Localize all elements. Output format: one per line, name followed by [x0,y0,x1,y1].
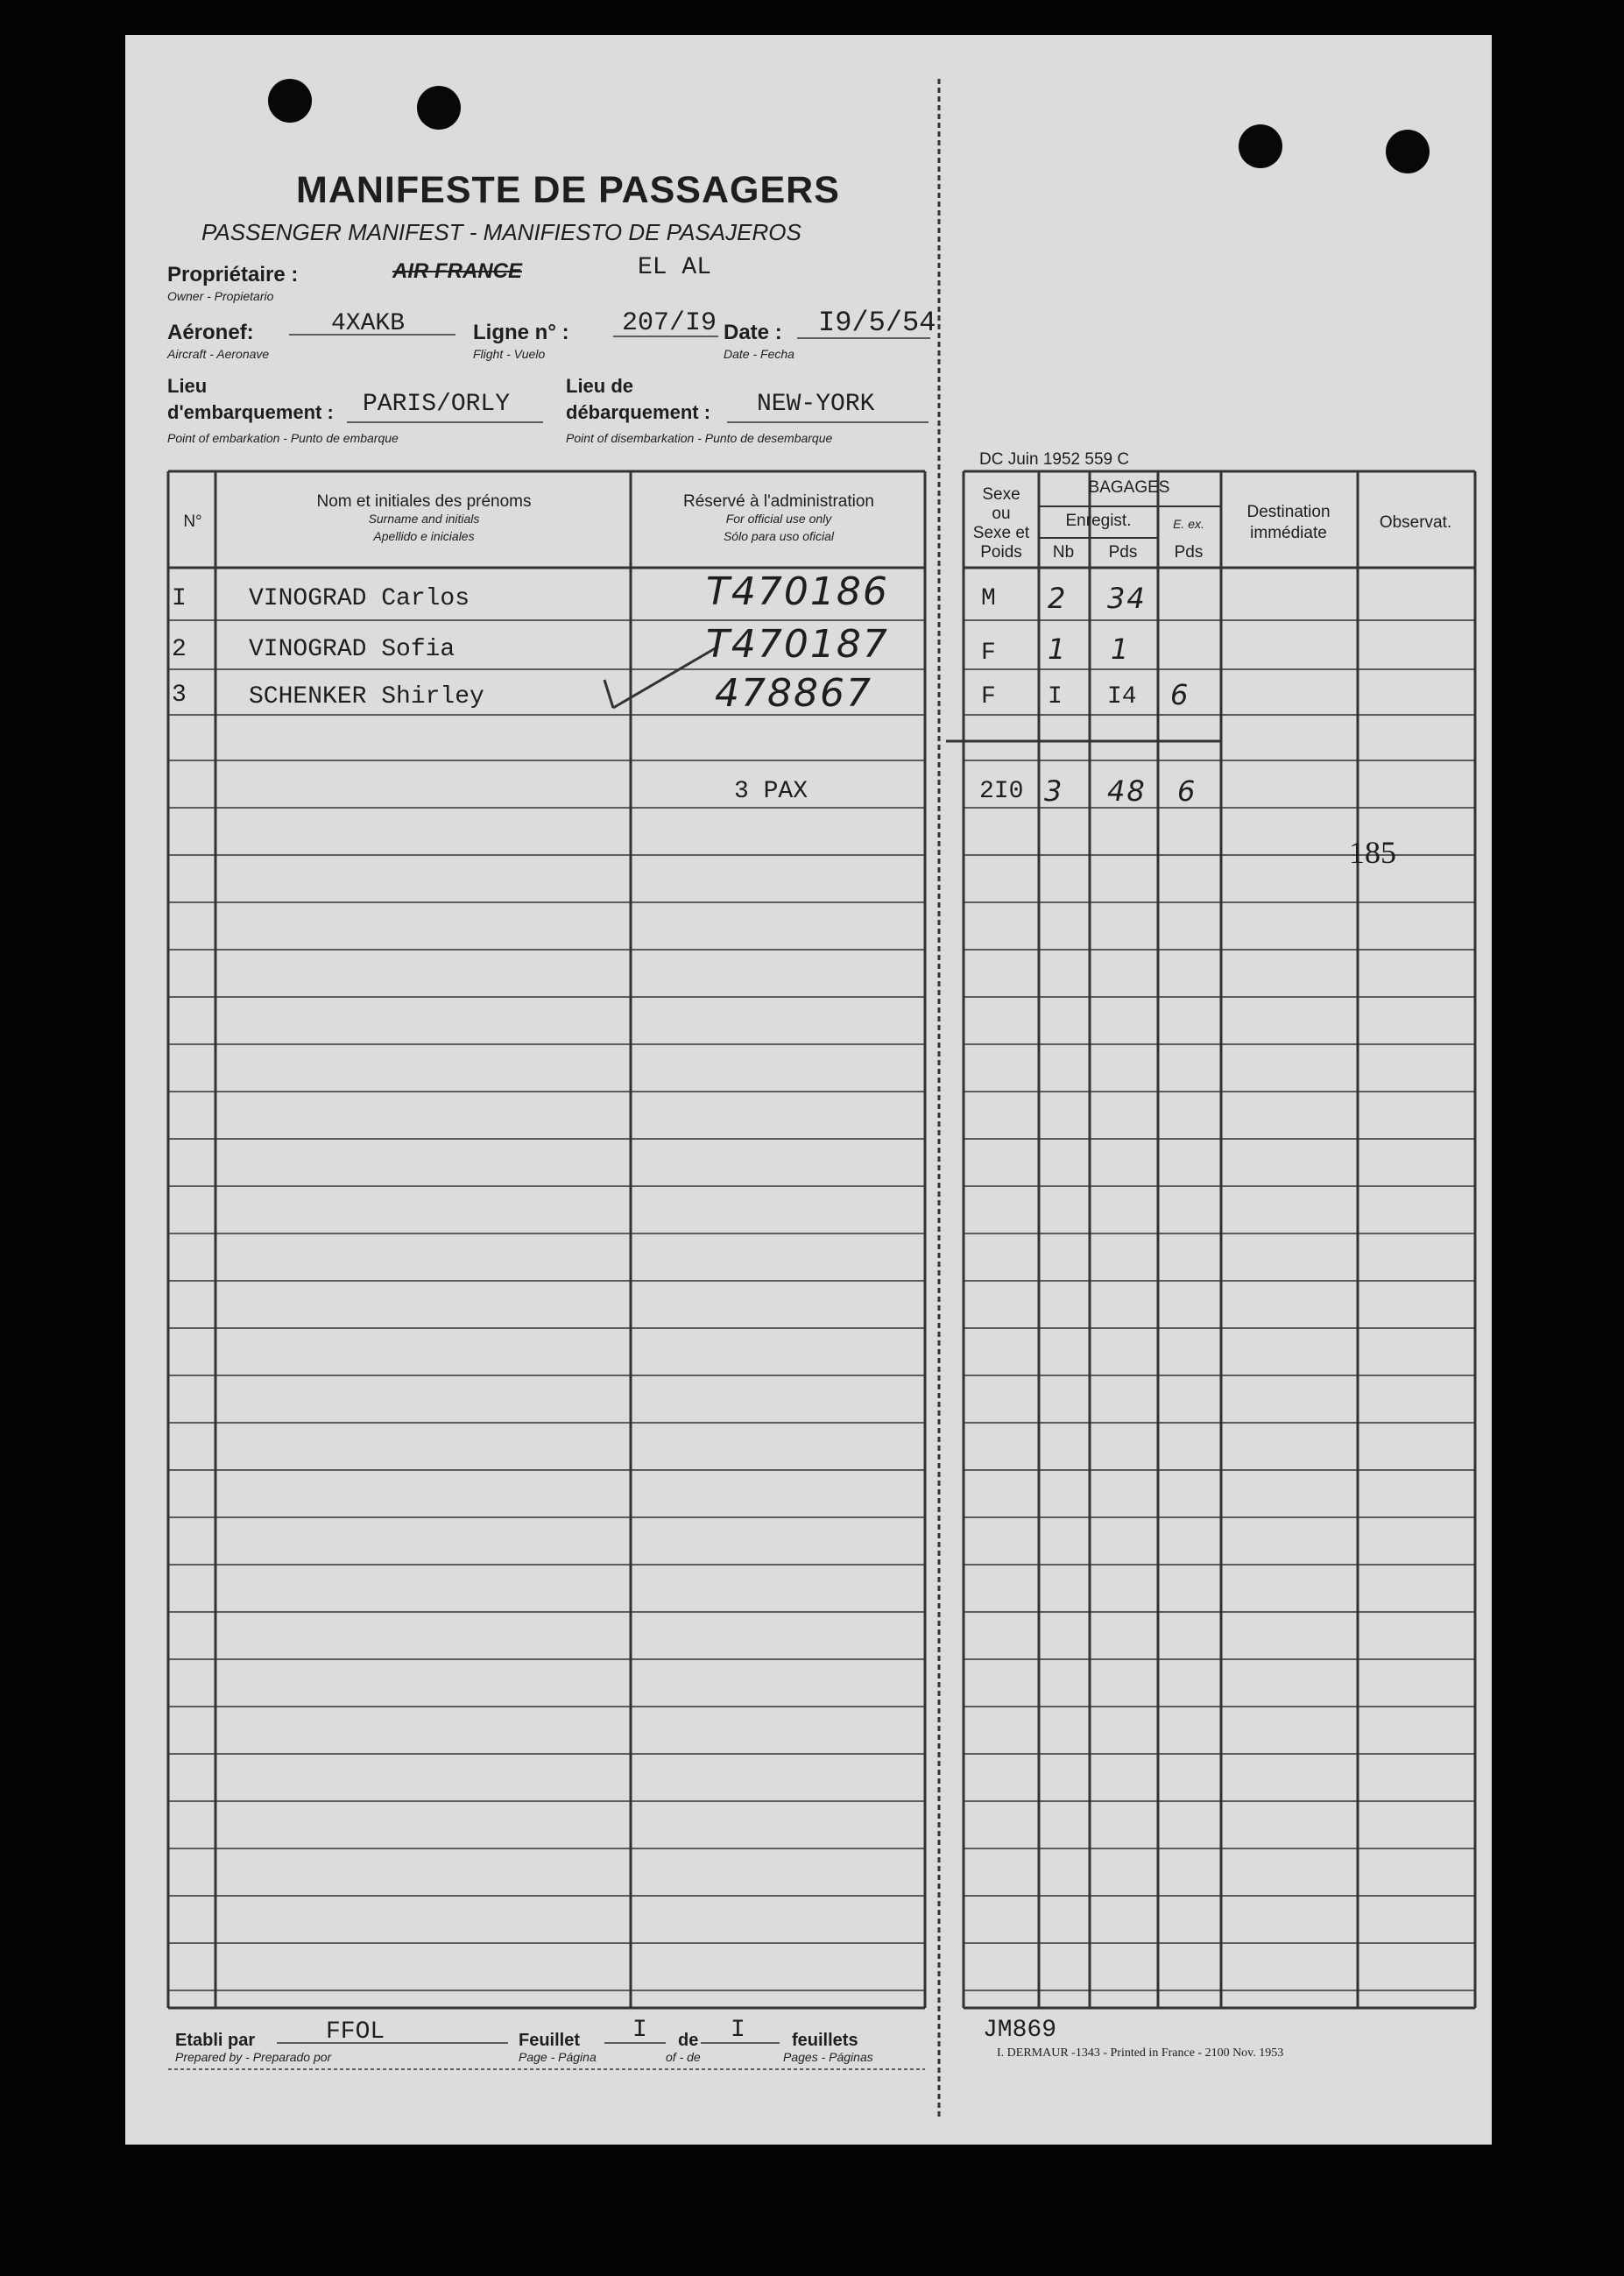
row-1-sex: M [981,585,996,612]
totals-sex: 2I0 [979,778,1024,805]
date-label: Date : [724,321,782,344]
col-header-nb: Nb [1052,543,1075,562]
row-3-sex: F [981,683,996,710]
embarkation-value: PARIS/ORLY [363,391,511,418]
col-header-no: N° [183,512,202,531]
col-header-enregist: Enregist. [1065,512,1132,530]
row-2-nb: 1 [1048,633,1068,666]
col-header-bagages: BAGAGES [1088,478,1170,497]
of-sublabel: of - de [666,2050,701,2064]
printer-note: I. DERMAUR -1343 - Printed in France - 2100 Nov. 1953 [997,2046,1284,2060]
row-1-name: VINOGRAD Carlos [249,585,470,612]
disembarkation-sublabel: Point of disembarkation - Punto de desembarque [566,431,833,445]
row-3-nb: I [1048,683,1063,710]
aircraft-sublabel: Aircraft - Aeronave [167,347,270,361]
owner-struck-value: AIR FRANCE [392,259,522,283]
col-header-name: Nom et initiales des prénoms [316,492,532,511]
row-3-admin: 478867 [715,671,872,716]
row-3-excess: 6 [1170,678,1190,711]
col-header-sex-4: Poids [980,543,1022,562]
col-header-admin: Réservé à l'administration [683,492,874,511]
stamp-number: 185 [1349,835,1396,870]
check-mark [604,680,613,708]
col-header-sex-2: ou [992,505,1011,523]
flight-label: Ligne n° : [473,321,569,344]
embarkation-sublabel: Point of embarkation - Punto de embarque [167,431,399,445]
row-2-no: 2 [172,636,187,663]
col-header-excess-pds: Pds [1174,543,1204,562]
owner-value: EL AL [638,254,712,281]
page-title: MANIFESTE DE PASSAGERS [296,169,840,211]
of-label: de [678,2031,699,2050]
page-subtitle: PASSENGER MANIFEST - MANIFIESTO DE PASAJEROS [201,219,801,245]
owner-label: Propriétaire : [167,263,299,286]
row-1-nb: 2 [1048,582,1068,615]
pages-label: feuillets [792,2031,858,2050]
row-3-name: SCHENKER Shirley [249,683,484,710]
prepared-sublabel: Prepared by - Preparado por [175,2050,332,2064]
totals-label: 3 PAX [734,778,808,805]
row-3-no: 3 [172,682,187,709]
col-header-sex-3: Sexe et [972,524,1030,542]
disembarkation-label-1: Lieu de [566,375,634,397]
col-header-sex-1: Sexe [982,485,1020,504]
flight-value: 207/I9 [622,308,717,338]
col-header-observ: Observat. [1379,513,1452,532]
prepared-label: Etabli par [175,2031,256,2050]
row-2-pds: 1 [1111,633,1131,666]
flight-sublabel: Flight - Vuelo [473,347,546,361]
col-header-admin-es: Sólo para uso oficial [723,529,835,543]
row-3-pds: I4 [1107,683,1137,710]
row-1-no: I [172,585,187,612]
page-value: I [632,2017,647,2044]
col-header-name-en: Surname and initials [368,512,480,526]
row-2-admin: T470187 [706,622,889,667]
page-label: Feuillet [519,2031,581,2050]
totals-pds: 48 [1107,774,1147,808]
prepared-value: FFOL [326,2018,385,2046]
aircraft-label: Aéronef: [167,321,254,344]
embarkation-label-1: Lieu [167,375,208,397]
row-1-pds: 34 [1107,582,1147,615]
col-header-name-es: Apellido e iniciales [373,529,475,543]
date-value: I9/5/54 [818,307,936,339]
form-code: DC Juin 1952 559 C [979,450,1130,469]
row-1-admin: T470186 [706,569,889,614]
row-2-name: VINOGRAD Sofia [249,636,455,663]
col-header-destination-1: Destination [1246,503,1331,521]
disembarkation-value: NEW-YORK [757,391,875,418]
page-sublabel: Page - Página [519,2050,597,2064]
form-reference: JM869 [983,2017,1057,2044]
totals-nb: 3 [1044,774,1064,808]
embarkation-label-2: d'embarquement : [167,401,334,423]
totals-excess: 6 [1177,774,1197,808]
col-header-pds: Pds [1108,543,1138,562]
check-mark [613,647,718,708]
col-header-excess: E. ex. [1173,517,1204,531]
aircraft-value: 4XAKB [331,310,406,337]
date-sublabel: Date - Fecha [724,347,794,361]
of-value: I [731,2017,745,2044]
pages-sublabel: Pages - Páginas [783,2050,873,2064]
col-header-destination-2: immédiate [1250,524,1327,542]
row-2-sex: F [981,640,996,667]
col-header-admin-en: For official use only [725,512,832,526]
owner-sublabel: Owner - Propietario [167,289,274,303]
disembarkation-label-2: débarquement : [566,401,711,423]
